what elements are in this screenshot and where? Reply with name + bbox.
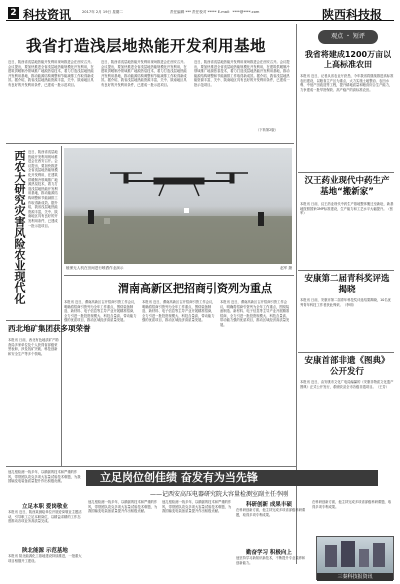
bottom-left-body-1: 本报讯 近日，陕西某测绘单位开展爱岗敬业主题活动，引导职工立足本职岗位，以精益求精的工作态度推动各项业务高质量完成。 [8, 510, 82, 524]
vertical-headline: 西农大研究灾害风险农业现代化 [13, 150, 26, 304]
lead-bottom-rule [6, 143, 294, 144]
vertical-story-body: 近日，陕西省浅层地热能开发利用现场推进会在西安召开。会议提出，要加快推进全省浅层地热能规模化开发利用，在建筑供暖制冷领域推广地源热泵技术，着力打造浅层地热能开发利用基地，推动能源结构调整和节能减排工作取得新成效。据介绍，我省浅层地热能资源丰富，关中、陕南地区具有良好的开发利用条件，已建成一批示范项目。 [28, 150, 58, 228]
bottom-left-title-1: 立足本职 爱岗敬业 [22, 504, 68, 510]
left-mid-title: 西北地矿集团获多项荣誉 [8, 324, 91, 333]
feature-body-col2: 他扎根检测一线多年，以精湛的技术和严谨的作风，带领团队攻克多项大容量试验技术难题，为我国输变电装备质量提升作出积极贡献。 [162, 500, 232, 514]
editorial-title: 我省将建成1200万亩以上高标准农田 [304, 50, 392, 69]
sidebar-rule-3 [298, 352, 394, 353]
feature-body-col1: 他扎根检测一线多年，以精湛的技术和严谨的作风，带领团队攻克多项大容量试验技术难题，为我国输变电装备质量提升作出积极贡献。 [88, 500, 158, 514]
page-number-badge: 2 [8, 7, 19, 19]
editors-line: 责任编辑 *** 责任校对 ***** E-mail：****@****.com [170, 10, 260, 14]
left-mid-body-col1: 本报讯 日前，西北有色地质矿产勘查局多家单位及个人获得省部级荣誉表彰，涉及找矿突破、科技创新和安全生产等多个领域。 [8, 338, 59, 356]
bottom-left-title-2: 陕北能源 示范基地 [22, 548, 68, 554]
left-mid-rule [6, 320, 60, 321]
masthead-rule [6, 20, 394, 21]
sidebar-news-2-title: 安康第二届青科奖评选揭晓 [304, 274, 390, 295]
sidebar-news-1-title: 汉王药业现代中药生产基地“搬新家” [304, 176, 390, 197]
sidebar-rule-1 [298, 172, 394, 173]
sidebar-news-3-title: 安康首部非遗《图典》公开发行 [304, 356, 390, 377]
section-title: 科技资讯 [23, 8, 72, 22]
middle-body-col1: 本报讯 近日，渭南高新区召开招商引资工作会议，明确将招商引资列为全年工作重点，围绕装备制造、新材料、电子信息等主导产业开展精准招商，全力引进一批投资规模大、科技含量高、带动能力强的优质项目，推动区域经济高质量发展。 [64, 300, 138, 323]
far-right-body: 在科研创新方面，他主持完成多项省部级科研课题，取得多项专利成果。 [312, 500, 392, 509]
building-icon [317, 537, 393, 567]
bottom-left-body-2: 本报讯 陕北能源化工基地建设持续推进，一批重大项目相继开工建设。 [8, 554, 82, 563]
drone-illustration [64, 148, 292, 264]
sidebar-news-3-body: 本报讯 近日，由安康市文化广电局编纂的《安康非物质文化遗产图典》正式公开发行，系统收录全市各级非遗项目。（王芳） [300, 380, 394, 389]
feature-headline: 立足岗位创佳绩 奋发有为当先锋 [100, 471, 258, 484]
feature-top-rule [6, 466, 296, 467]
lead-headline: 我省打造浅层地热能开发利用基地 [26, 37, 267, 55]
photo-caption: 植保无人机在田间进行喷洒作业演示 [66, 266, 124, 270]
paper-name: 陕西科技报 [322, 8, 383, 22]
drone-photo [64, 148, 292, 264]
sidebar-news-1-body: 本报讯 日前，汉王药业现代中药生产基地整体搬迁至新址，新基地按照国家GMP标准建设，生产能力和工艺水平大幅提升。（张军） [300, 202, 394, 216]
middle-headline: 渭南高新区把招商引资列为重点 [118, 282, 272, 295]
middle-story-rule [64, 275, 294, 276]
ad-block [316, 536, 394, 580]
ad-label: 三秦科技报资讯 [317, 573, 393, 581]
right-bottom-title-2: 勤奋学习 积极向上 [246, 550, 292, 556]
middle-body-col2: 本报讯 近日，渭南高新区召开招商引资工作会议，明确将招商引资列为全年工作重点，围绕装备制造、新材料、电子信息等主导产业开展精准招商，全力引进一批投资规模大、科技含量高、带动能力强的优质项目，推动区域经济高质量发展。 [142, 300, 216, 323]
feature-subhead: ——记西安高压电器研究院大容量检测室副主任李刚 [150, 491, 289, 498]
sidebar-news-2-body: 本报讯 日前，安康市第二届青年科技奖评选结果揭晓，10名优秀青年科技工作者获此殊荣。（李明） [300, 298, 391, 307]
lead-body-col1: 近日，陕西省浅层地热能开发利用现场推进会在西安召开。会议提出，要加快推进全省浅层地热能规模化开发利用，在建筑供暖制冷领域推广地源热泵技术，着力打造浅层地热能开发利用基地，推动能源结构调整和节能减排工作取得新成效。据介绍，我省浅层地热能资源丰富，关中、陕南地区具有良好的开发利用条件，已建成一批示范项目。 [8, 60, 94, 87]
right-bottom-body-2: 他坚持学习新知识新技术，不断提升专业素养和创新能力。 [236, 556, 306, 565]
date-line: 2017年 2月 19日 星期二 [82, 10, 123, 14]
editorial-tag: 观点 ・ 短评 [318, 30, 378, 44]
lead-body-col3: 近日，陕西省浅层地热能开发利用现场推进会在西安召开。会议提出，要加快推进全省浅层地热能规模化开发利用，在建筑供暖制冷领域推广地源热泵技术，着力打造浅层地热能开发利用基地，推动能源结构调整和节能减排工作取得新成效。据介绍，我省浅层地热能资源丰富，关中、陕南地区具有良好的开发利用条件，已建成一批示范项目。 [194, 60, 290, 87]
right-bottom-title-1: 科研创新 成果丰硕 [246, 502, 292, 508]
middle-body-col3: 本报讯 近日，渭南高新区召开招商引资工作会议，明确将招商引资列为全年工作重点，围绕装备制造、新材料、电子信息等主导产业开展精准招商，全力引进一批投资规模大、科技含量高、带动能力强的优质项目，推动区域经济高质量发展。 [220, 300, 290, 327]
lead-body-col2: 近日，陕西省浅层地热能开发利用现场推进会在西安召开。会议提出，要加快推进全省浅层地热能规模化开发利用，在建筑供暖制冷领域推广地源热泵技术，着力打造浅层地热能开发利用基地，推动能源结构调整和节能减排工作取得新成效。据介绍，我省浅层地热能资源丰富，关中、陕南地区具有良好的开发利用条件，已建成一批示范项目。 [101, 60, 187, 87]
bottom-left-intro: 他扎根检测一线多年，以精湛的技术和严谨的作风，带领团队攻克多项大容量试验技术难题，为我国输变电装备质量提升作出积极贡献。 [8, 470, 81, 484]
photo-credit: 赵军 摄 [280, 266, 292, 270]
sidebar-rule-2 [298, 270, 394, 271]
left-column-rule [61, 146, 62, 466]
right-bottom-body-1: 在科研创新方面，他主持完成多项省部级科研课题，取得多项专利成果。 [236, 508, 306, 517]
editorial-body: 本报讯 近日，记者从省农业厅获悉，今年我省将继续推进高标准农田建设，以粮食主产区为重点，大力实施土地整治、农田水利、中低产田改造等工程，提升耕地质量和粮食综合生产能力，力争建成一批旱涝保收、高产稳产的高标准农田。 [300, 74, 394, 92]
lead-continuation: （下转第2版） [256, 128, 278, 132]
